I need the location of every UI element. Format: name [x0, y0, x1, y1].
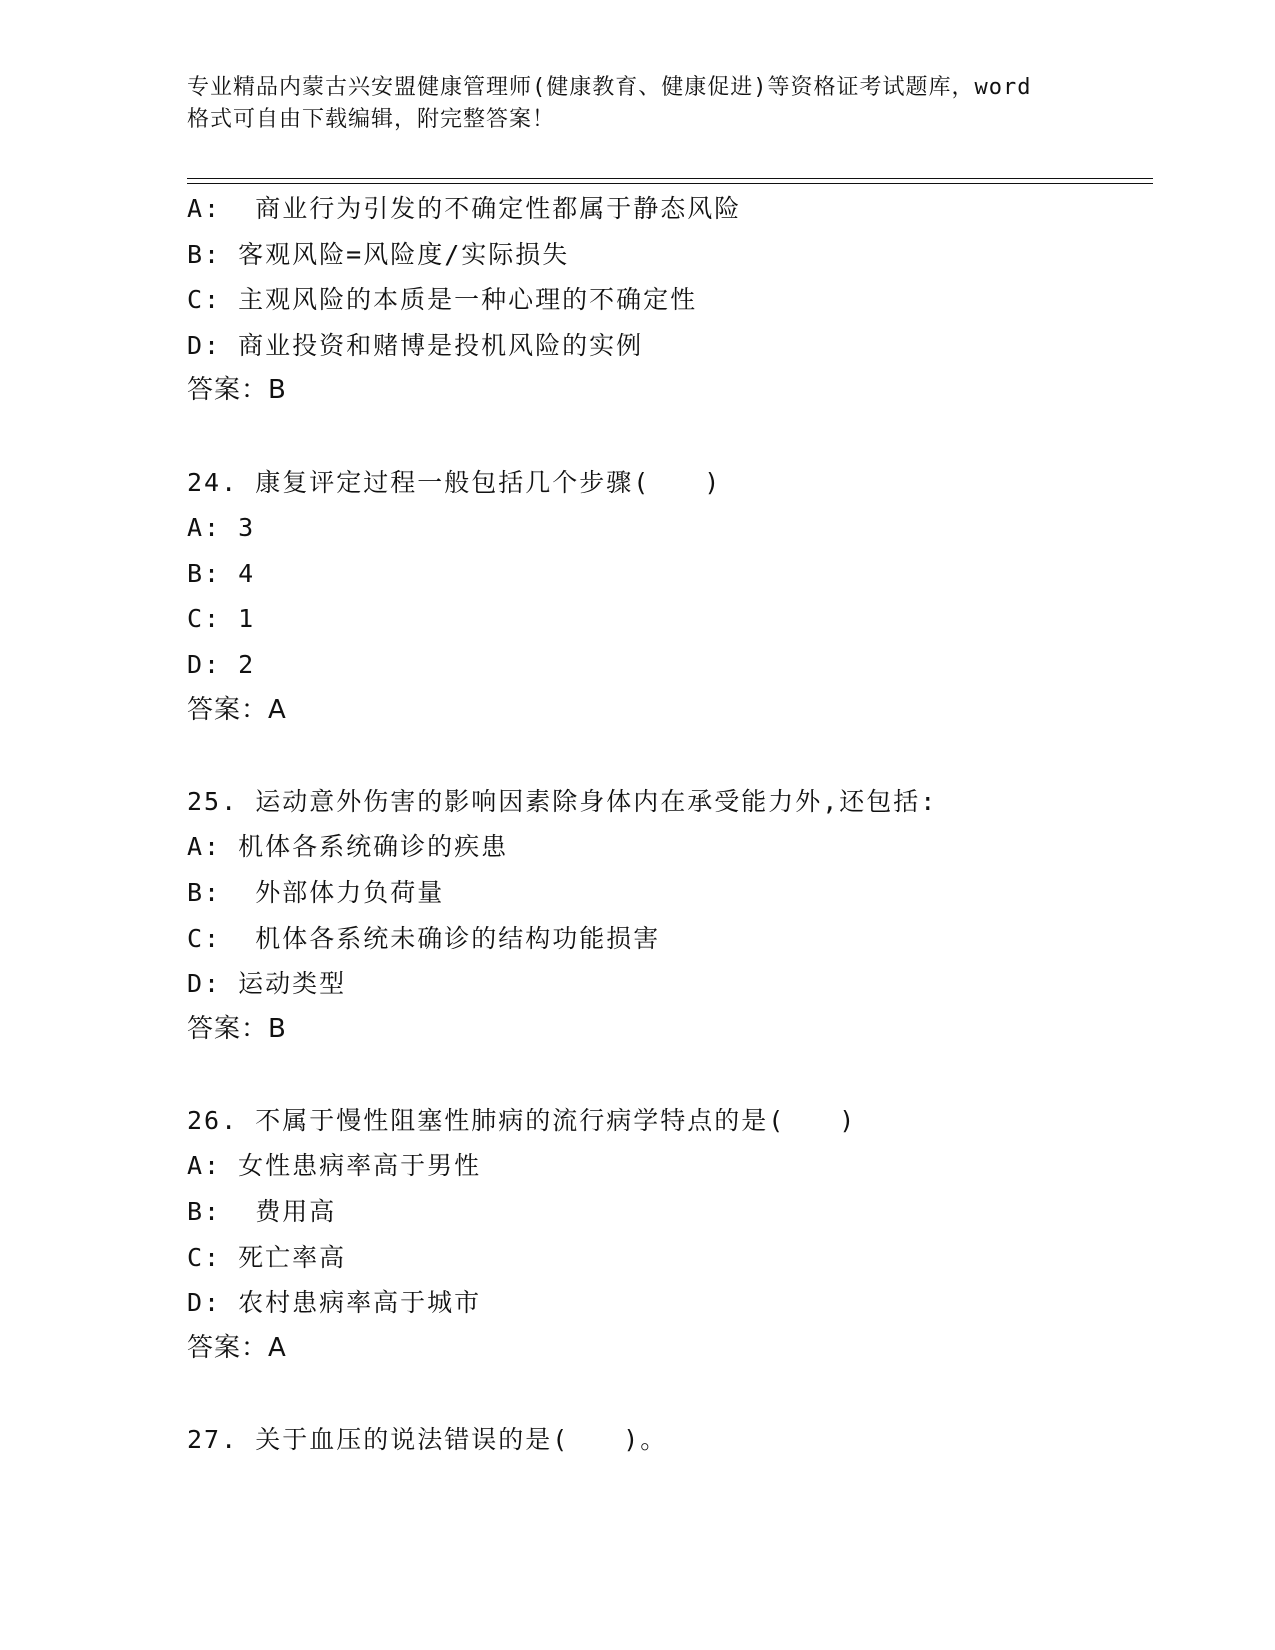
option-a: A: 女性患病率高于男性 [187, 1151, 482, 1181]
option-b: B: 外部体力负荷量 [187, 877, 445, 907]
option-c: C: 死亡率高 [187, 1242, 347, 1272]
option-a: A: 商业行为引发的不确定性都属于静态风险 [187, 194, 742, 223]
option-c: C: 机体各系统未确诊的结构功能损害 [187, 923, 661, 953]
option-c: C: 1 [187, 604, 256, 634]
question-stem: 25. 运动意外伤害的影响因素除身体内在承受能力外,还包括: [187, 786, 938, 816]
question-23 [187, 186, 1153, 414]
option-a: A: 3 [187, 513, 256, 543]
option-d: D: 农村患病率高于城市 [187, 1288, 482, 1318]
answer: 答案：B [187, 375, 287, 406]
header-line-2: 格式可自由下载编辑，附完整答案！ [187, 107, 556, 132]
question-24 [187, 460, 1153, 734]
option-d: D: 2 [187, 649, 256, 679]
option-c: C: 主观风险的本质是一种心理的不确定性 [187, 285, 698, 315]
header-line-1: 专业精品内蒙古兴安盟健康管理师(健康教育、健康促进)等资格证考试题库，word [187, 75, 1032, 100]
option-a: A: 机体各系统确诊的疾患 [187, 832, 509, 862]
spacer [187, 414, 1153, 460]
option-b: B: 费用高 [187, 1197, 337, 1227]
option-b: B: 4 [187, 558, 256, 588]
answer: 答案：A [187, 694, 287, 725]
answer: 答案：A [187, 1332, 287, 1363]
option-b: B: 客观风险=风险度/实际损失 [187, 239, 570, 269]
option-d: D: 运动类型 [187, 969, 347, 999]
spacer [187, 733, 1153, 779]
header-divider-top [187, 178, 1153, 179]
question-list [187, 186, 1153, 1463]
question-stem: 27. 关于血压的说法错误的是( )。 [187, 1425, 668, 1455]
spacer [187, 1371, 1153, 1417]
document-header [187, 72, 1087, 136]
question-26 [187, 1098, 1153, 1372]
question-stem: 24. 康复评定过程一般包括几个步骤( ) [187, 467, 722, 497]
header-divider-bottom [187, 183, 1153, 184]
spacer [187, 1052, 1153, 1098]
answer: 答案：B [187, 1013, 287, 1044]
question-stem: 26. 不属于慢性阻塞性肺病的流行病学特点的是( ) [187, 1105, 857, 1135]
option-d: D: 商业投资和赌博是投机风险的实例 [187, 330, 644, 360]
question-25 [187, 779, 1153, 1053]
question-27 [187, 1417, 1153, 1463]
